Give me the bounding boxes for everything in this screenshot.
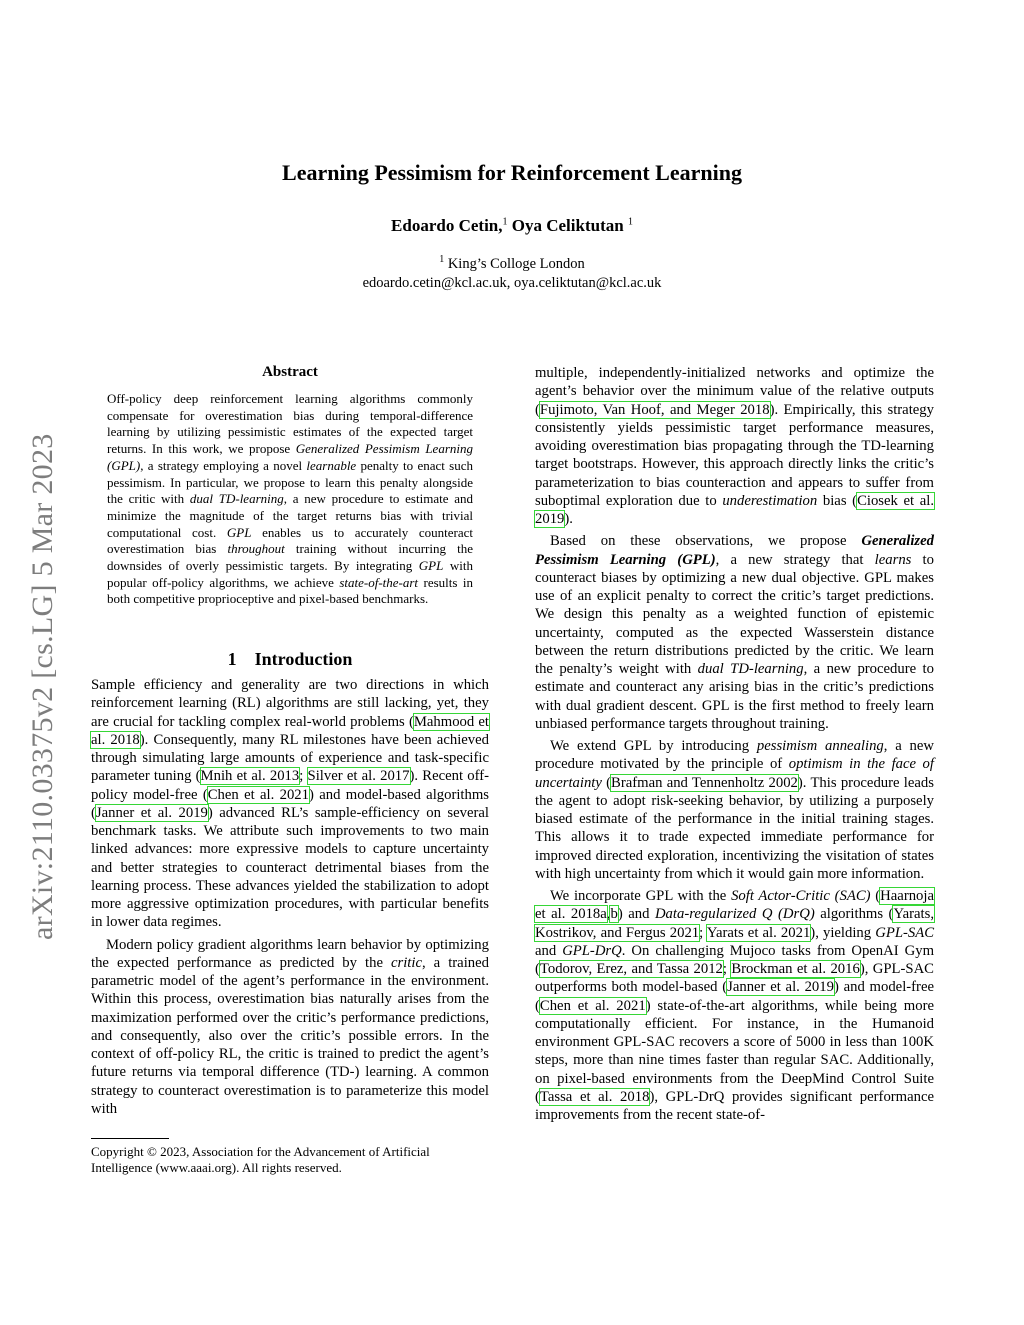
copyright-footnote: Copyright © 2023, Association for the Advancement of Artificial Intelligence (www.aaai.org). All rights reserved. [91, 1144, 430, 1175]
citation-link[interactable]: Chen et al. 2021 [539, 997, 646, 1014]
affiliation-marker: 1 [627, 216, 633, 228]
intro-paragraph: multiple, independently-initialized networks and optimize the agent’s behavior over the minimum value of the relative outputs (Fujimoto, Van Hoof, and Meger 2018). Empirically, this strategy consistently yields pessimistic target performance measures, avoiding overestimation bias propagating through the TD-learning target bootstraps. However, this approach directly links the critic’s parameterization to bias counteraction and appears to suffer from suboptimal exploration due to underestimation bias (Ciosek et al. 2019). [535, 365, 934, 527]
citation-link[interactable]: Yarats, Kostrikov, and Fergus 2021 [535, 906, 934, 941]
citation-link[interactable]: Brafman and Tennenholtz 2002 [611, 774, 798, 791]
citation-link[interactable]: Mahmood et al. 2018 [91, 713, 489, 748]
citation-link[interactable]: Fujimoto, Van Hoof, and Meger 2018 [539, 401, 770, 418]
citation-link[interactable]: Yarats et al. 2021 [706, 924, 811, 941]
right-column [535, 364, 934, 1124]
citation-link[interactable]: Janner et al. 2019 [95, 804, 208, 821]
affiliation-marker: 1 [502, 216, 508, 228]
footnote-rule [91, 1138, 169, 1139]
intro-paragraph: Based on these observations, we propose Generalized Pessimism Learning (GPL), a new strategy that learns to counteract biases by optimizing a new dual objective. GPL makes use of an explicit penalty to correct the critic’s target predictions. We design this penalty as a weighted function of epistemic uncertainty, computed as the expected Wasserstein distance between the return distributions predicted by the critic. We learn the penalty’s weight with dual TD-learning, a new procedure to estimate and counteract any arising bias in the critic’s predictions with dual gradient descent. GPL is the first method to freely learn unbiased performance targets throughout training. [535, 533, 934, 732]
intro-paragraph: We incorporate GPL with the Soft Actor-Critic (SAC) (Haarnoja et al. 2018a,b) and Data-regularized Q (DrQ) algorithms (Yarats, Kostrikov, and Fergus 2021; Yarats et al. 2021), yielding GPL-SAC and GPL-DrQ. On challenging Mujoco tasks from OpenAI Gym (Todorov, Erez, and Tassa 2012; Brockman et al. 2016), GPL-SAC outperforms both model-based (Janner et al. 2019) and model-free (Chen et al. 2021) state-of-the-art algorithms, while being more computationally efficient. For instance, in the Humanoid environment GPL-SAC recovers a score of 5000 in less than 100K steps, more than nine times faster than regular SAC. Additionally, on pixel-based environments from the DeepMind Control Suite (Tassa et al. 2018), GPL-DrQ provides significant performance improvements from the recent state-of- [535, 888, 935, 1123]
author-name: Edoardo Cetin, [391, 216, 503, 235]
arxiv-identifier: arXiv:2110.03375v2 [cs.LG] 5 Mar 2023 [26, 433, 59, 940]
citation-link[interactable]: Janner et al. 2019 [727, 979, 834, 996]
affiliation-block [0, 250, 1024, 293]
affiliation: King’s Colloge London [447, 255, 585, 272]
section-number: 1 [227, 649, 237, 669]
intro-paragraph: Modern policy gradient algorithms learn behavior by optimizing the expected performance as predicted by the critic, a trained parametric model of the agent’s performance in the environment. Within this process, overestimation bias naturally arises from the maximization performed over the critic’s performance predictions, and consequently, also over the critic’s possible errors. In the context of off-policy RL, the critic is trained to predict the agent’s future returns via temporal difference (TD-) learning. A common strategy to counteract overestimation is to parameterize this model with [91, 936, 489, 1117]
citation-link[interactable]: b [610, 906, 618, 923]
citation-link[interactable]: Tassa et al. 2018 [539, 1088, 650, 1105]
author-emails: edoardo.cetin@kcl.ac.uk, oya.celiktutan@kcl.ac.uk [362, 274, 662, 291]
intro-paragraph: Sample efficiency and generality are two directions in which reinforcement learning (RL) algorithms are still lacking, yet, they are crucial for tackling complex real-world problems (Mahmood et al. 2018). Consequently, many RL milestones have been achieved through simulating large amounts of experience and task-specific parameter tuning (Mnih et al. 2013; Silver et al. 2017). Recent off-policy model-free (Chen et al. 2021) and model-based algorithms (Janner et al. 2019) advanced RL’s sample-efficiency on several benchmark tasks. We attribute such improvements to two main linked advances: more expressive models to capture uncertainty and better strategies to counteract detrimental biases from the learning process. These advances yielded the stabilization to adopt more aggressive optimization procedures, with particular benefits in lower data regimes. [91, 677, 490, 931]
citation-link[interactable]: Haarnoja et al. 2018a [535, 888, 934, 923]
abstract-heading: Abstract [262, 364, 318, 380]
citation-link[interactable]: Todorov, Erez, and Tassa 2012 [539, 961, 723, 977]
paper-title: Learning Pessimism for Reinforcement Learning [282, 160, 742, 185]
left-column [91, 676, 489, 1118]
section-title: Introduction [254, 649, 353, 669]
intro-paragraph: We extend GPL by introducing pessimism annealing, a new procedure motivated by the principle of optimism in the face of uncertainty (Brafman and Tennenholtz 2002). This procedure leads the agent to adopt risk-seeking behavior, by utilizing a purposely biased estimate of the performance in the initial training stages. This allows it to trade expected immediate performance for improved directed exploration, incentivizing the visitation of states with high uncertainty from which it would gain more information. [535, 738, 934, 882]
abstract-body [107, 391, 473, 608]
citation-link[interactable]: Mnih et al. 2013 [200, 768, 300, 785]
citation-link[interactable]: Chen et al. 2021 [207, 786, 309, 803]
citation-link[interactable]: Brockman et al. 2016 [731, 961, 860, 977]
citation-link[interactable]: Ciosek et al. 2019 [535, 492, 934, 527]
author-name: Oya Celiktutan [511, 216, 624, 235]
abstract-paragraph: Off-policy deep reinforcement learning algorithms commonly compensate for overestimation bias during temporal-difference learning by utilizing pessimistic estimates of the expected target returns. In this work, we propose Generalized Pessimism Learning (GPL), a strategy employing a novel learnable penalty to enact such pessimism. In particular, we propose to learn this penalty alongside the critic with dual TD-learning, a new procedure to estimate and minimize the magnitude of the target returns bias with trivial computational cost. GPL enables us to accurately counteract overestimation bias throughout training without incurring the downsides of overly pessimistic targets. By integrating GPL with popular off-policy algorithms, we achieve state-of-the-art results in both competitive proprioceptive and pixel-based benchmarks. [107, 391, 474, 607]
citation-link[interactable]: Silver et al. 2017 [307, 768, 410, 785]
section-heading-introduction [91, 649, 489, 670]
author-list [0, 216, 1024, 236]
affiliation-marker: 1 [439, 254, 445, 265]
